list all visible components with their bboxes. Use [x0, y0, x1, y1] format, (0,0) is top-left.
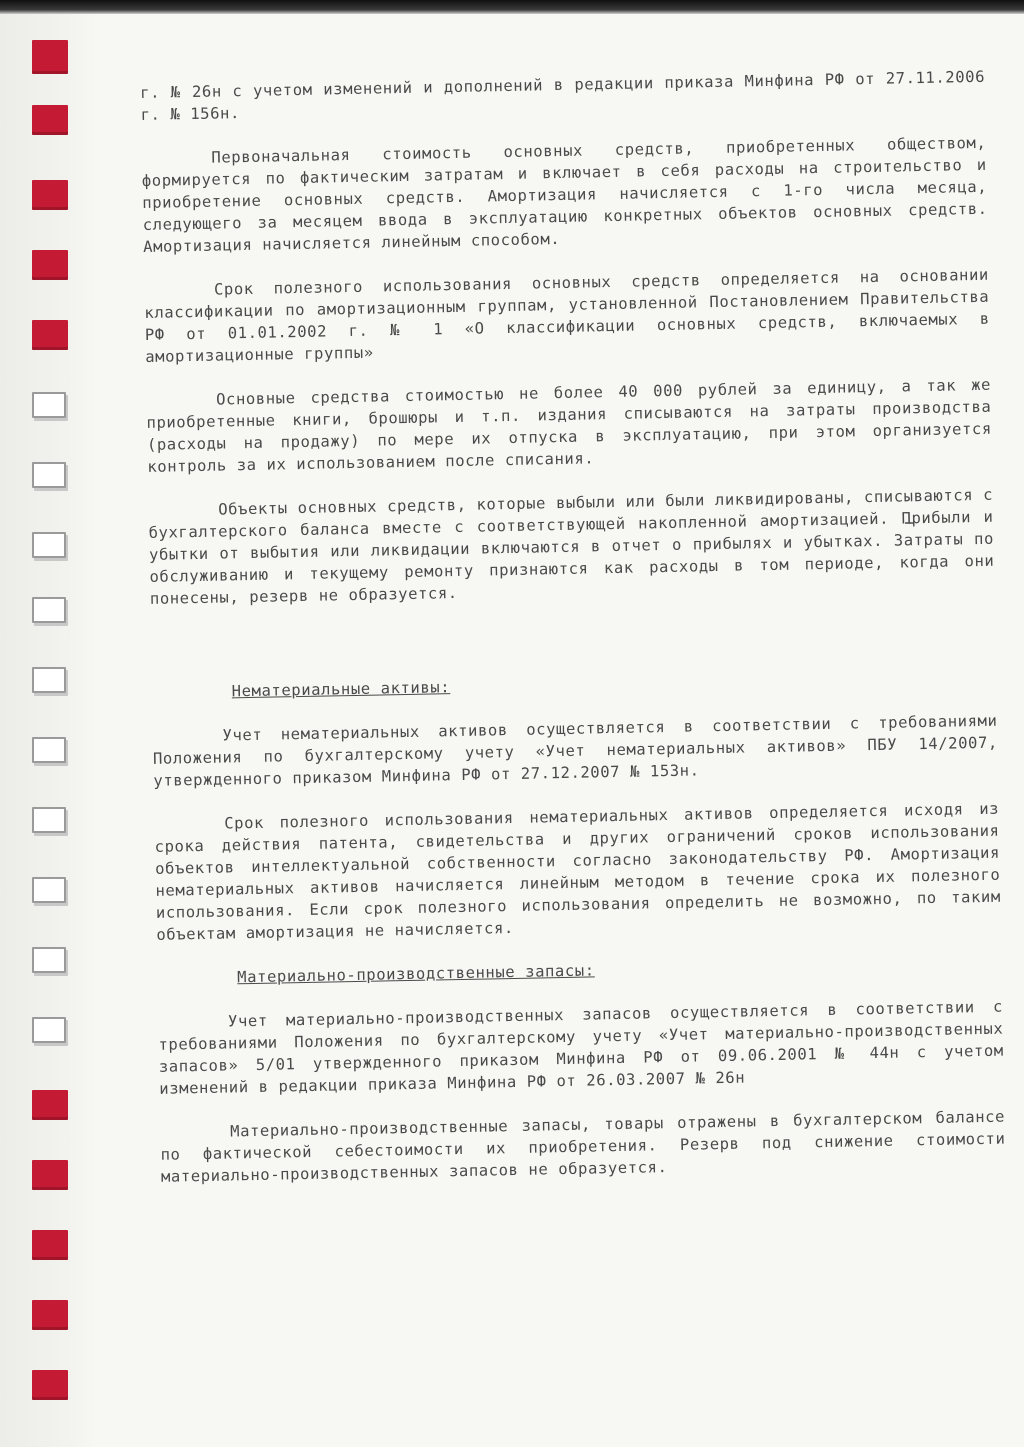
binding-ring — [32, 877, 66, 903]
scan-top-edge — [0, 0, 1024, 14]
binding-ring — [32, 667, 66, 693]
binding-hole — [32, 180, 68, 210]
binding-ring — [32, 947, 66, 973]
binding-hole — [32, 1090, 68, 1120]
heading-inventories: Материально-производственные запасы: — [237, 961, 595, 987]
paragraph-intro: г. № 26н с учетом изменений и дополнений в редакции приказа Минфина РФ от 27.11.2006 г. № 156н. — [140, 67, 986, 124]
heading-intangible-assets: Нематериальные активы: — [231, 678, 451, 701]
binding-ring — [32, 807, 66, 833]
binding-hole — [32, 320, 68, 350]
paragraph-disposal: Объекты основных средств, которые выбыли или были ликвидированы, списываются с бухгалтерского баланса вместе с соответствующей накопленной амортизацией. Прибыли и убытки от выбытия или ликвидации включаются в отчет о прибылях и убытках. Затраты по обслуживанию и текущему ремонту признаются как расходы в том периоде, когда они понесены, резерв не образуется. — [148, 485, 995, 608]
paragraph-intangible-useful-life: Срок полезного использования нематериальных активов определяется исходя из срока действия патента, свидетельства и других ограничений сроков использования объектов интеллектуальной собственности согласно законодательству РФ. Амортизация нематериальных активов начисляется линейным методом в течение срока их полезного использования. Если срок полезного использования определить не возможно, по таким объектам амортизация не начисляется. — [154, 799, 1001, 944]
paragraph-inventory-valuation: Материально-производственные запасы, товары отражены в бухгалтерском балансе по фактической себестоимости их приобретения. Резерв под снижение стоимости материально-производственных запасов не образуется. — [160, 1107, 1006, 1186]
binding-hole — [32, 1370, 68, 1400]
binding-ring — [32, 532, 66, 558]
binding-ring — [32, 737, 66, 763]
binding-ring — [32, 597, 66, 623]
binding-ring — [32, 1017, 66, 1043]
paragraph-inventory-accounting: Учет материально-производственных запасов осуществляется в соответствии с требованиями Положения по бухгалтерскому учету «Учет материально-производственных запасов» 5/01 утвержденного приказом Минфина РФ от 09.06.2001 № 44н с учетом изменений в редакции приказа Минфина РФ от 26.03.2007 № 26н — [158, 997, 1004, 1098]
paragraph-intangible-accounting: Учет нематериальных активов осуществляется в соответствии с требованиями Положения по бухгалтерскому учету «Учет нематериальных активов» ПБУ 14/2007, утвержденного приказом Минфина РФ от 27.12.2007 № 153н. — [152, 711, 999, 790]
paragraph-low-value-assets: Основные средства стоимостью не более 40 000 рублей за единицу, а так же приобретенные книги, брошюры и т.п. издания списываются на затраты производства (расходы на продажу) по мере их отпуска в эксплуатацию, при этом организуется контроль за их использованием после списания. — [146, 375, 992, 476]
binding-hole — [32, 1160, 68, 1190]
binding-ring — [32, 462, 66, 488]
binding-ring — [32, 392, 66, 418]
paragraph-initial-cost: Первоначальная стоимость основных средств, приобретенных обществом, формируется по фактическим затратам и включает в себя расходы на строительство и приобретение основных средств. Амортизация начисляется с 1-го числа месяца, следующего за месяцем ввода в эксплуатацию конкретных объектов основных средств. Амортизация начисляется линейным способом. — [141, 133, 988, 256]
binding-hole — [32, 1230, 68, 1260]
binding-hole — [32, 40, 68, 74]
paragraph-useful-life: Срок полезного использования основных средств определяется на основании классификации по амортизационным группам, установленной Постановлением Правительства РФ от 01.01.2002 г. № 1 «О классификации основных средств, включаемых в амортизационные группы» — [144, 265, 990, 366]
binding-hole — [32, 105, 68, 135]
document-body — [140, 66, 1006, 1210]
binding-hole — [32, 1300, 68, 1330]
binding-hole — [32, 250, 68, 280]
